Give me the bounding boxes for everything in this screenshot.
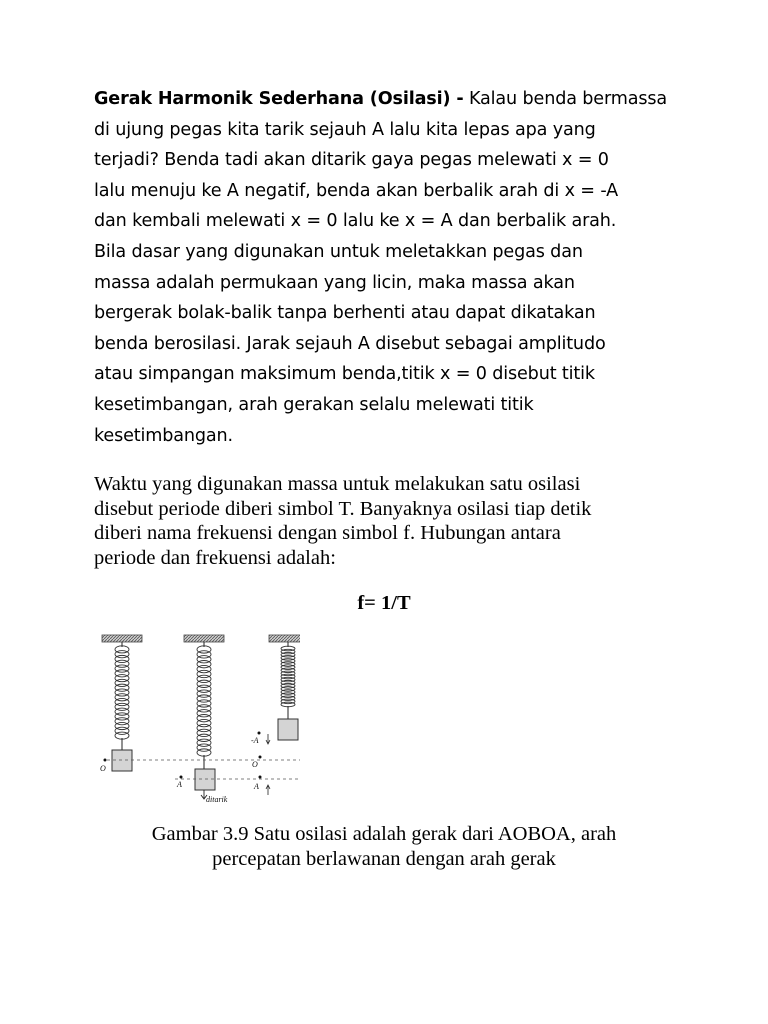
label-o-right: O bbox=[252, 760, 258, 769]
intro-line: Bila dasar yang digunakan untuk meletakkan pegas dan bbox=[94, 241, 583, 262]
spring-middle bbox=[184, 635, 224, 799]
frequency-formula: f= 1/T bbox=[357, 592, 411, 614]
intro-paragraph bbox=[94, 84, 694, 451]
spring-right bbox=[269, 635, 300, 740]
intro-line: terjadi? Benda tadi akan ditarik gaya pegas melewati x = 0 bbox=[94, 150, 609, 171]
intro-line bbox=[94, 84, 694, 115]
intro-line: dan kembali melewati x = 0 lalu ke x = A dan berbalik arah. bbox=[94, 211, 617, 232]
period-paragraph bbox=[94, 472, 694, 570]
figure-caption bbox=[0, 822, 768, 872]
label-a-right: A bbox=[254, 782, 259, 791]
caption-line: percepatan berlawanan dengan arah gerak bbox=[212, 848, 556, 870]
period-line: disebut periode diberi simbol T. Banyaknya osilasi tiap detik bbox=[94, 497, 592, 520]
intro-line: atau simpangan maksimum benda,titik x = 0 disebut titik bbox=[94, 364, 595, 385]
intro-first-line-rest: Kalau benda bermassa bbox=[463, 89, 668, 109]
spring-left bbox=[102, 635, 142, 771]
spring-oscillation-figure bbox=[95, 630, 300, 810]
label-a-left: A bbox=[177, 780, 182, 789]
intro-line: massa adalah permukaan yang licin, maka massa akan bbox=[94, 272, 575, 293]
intro-line: kesetimbangan. bbox=[94, 425, 233, 446]
intro-line: benda berosilasi. Jarak sejauh A disebut sebagai amplitudo bbox=[94, 333, 606, 354]
intro-line: bergerak bolak-balik tanpa berhenti atau dapat dikatakan bbox=[94, 303, 596, 324]
label-o-left: O bbox=[100, 764, 106, 773]
period-line: Waktu yang digunakan massa untuk melakukan satu osilasi bbox=[94, 473, 581, 495]
label-minus-a: -A bbox=[251, 736, 259, 745]
intro-line: kesetimbangan, arah gerakan selalu melewati titik bbox=[94, 394, 534, 415]
period-line: diberi nama frekuensi dengan simbol f. Hubungan antara bbox=[94, 522, 561, 544]
period-line: periode dan frekuensi adalah: bbox=[94, 546, 336, 569]
caption-line: Gambar 3.9 Satu osilasi adalah gerak dari AOBOA, arah bbox=[151, 823, 617, 845]
intro-line: lalu menuju ke A negatif, benda akan berbalik arah di x = -A bbox=[94, 180, 619, 201]
label-ditarik: ditarik bbox=[206, 795, 228, 804]
section-heading: Gerak Harmonik Sederhana (Osilasi) - bbox=[94, 89, 464, 109]
intro-line: di ujung pegas kita tarik sejauh A lalu kita lepas apa yang bbox=[94, 119, 596, 140]
